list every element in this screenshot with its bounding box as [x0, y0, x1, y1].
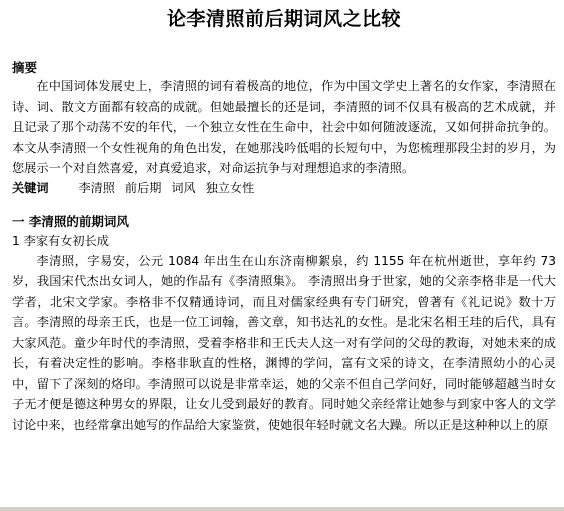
section-heading: 一 李清照的前期词风	[12, 213, 129, 229]
keyword-item: 李清照	[78, 180, 115, 195]
document-title: 论李清照前后期词风之比较	[166, 8, 401, 30]
body-paragraph: 李清照，字易安，公元 1084 年出生在山东济南柳絮泉，约 1155 年在杭州逝世，享年约 73 岁，我国宋代杰出女词人，她的作品有《李清照集》。 李清照出身于世家，她的父亲李格非是一代大学者，北宋文学家。李格非不仅精通诗词，而且对儒家经典有专门研究，曾著有《礼记说》数十万言。李清照的母亲王氏，也是一位工词翰，善文章，知书达礼的女性。是北宋名相王珪的后代，具有大家风范。童少年时代的李清照，受着李格非和王氏夫人这一对有学问的父母的教诲，对她未来的成长，有着决定性的影响。李格非耿直的性格，渊博的学问，富有文采的诗文，在李清照幼小的心灵中，留下了深刻的烙印。李清照可以说是非常幸运，她的父亲不但自己学问好，同时能够超越当时女子无才便是德这种男女的界限，让女儿受到最好的教育。同时她父亲经常让她参与到家中客人的文学讨论中来，也经常拿出她写的作品给大家鉴赏，使她很年轻时就文名大躁。所以正是这种种以上的原	[12, 253, 556, 432]
abstract-label: 摘要	[12, 60, 38, 75]
subsection-heading: 1 李家有女初长成	[12, 233, 109, 248]
keyword-item: 词风	[171, 180, 196, 195]
keyword-item: 前后期	[124, 180, 162, 195]
keywords-line	[12, 179, 556, 197]
horizontal-scrollbar[interactable]	[0, 507, 564, 511]
abstract-text: 在中国词体发展史上，李清照的词有着极高的地位，作为中国文学史上著名的女作家，李清照在诗、词、散文方面都有较高的成就。但她最擅长的还是词，李清照的词不仅具有极高的艺术成就，并且记录了那个动荡不安的年代，一个独立女性在生命中，社会中如何随波逐流，又如何拼命抗争的。本文从李清照一个女性视角的角色出发，在她那浅吟低唱的长短句中，为您梳理那段尘封的岁月，为您展示一个对自然喜爱，对真爱追求，对命运抗争与对理想追求的李清照。	[12, 79, 556, 175]
keywords-label: 关键词	[12, 180, 49, 195]
keyword-item: 独立女性	[205, 180, 255, 195]
